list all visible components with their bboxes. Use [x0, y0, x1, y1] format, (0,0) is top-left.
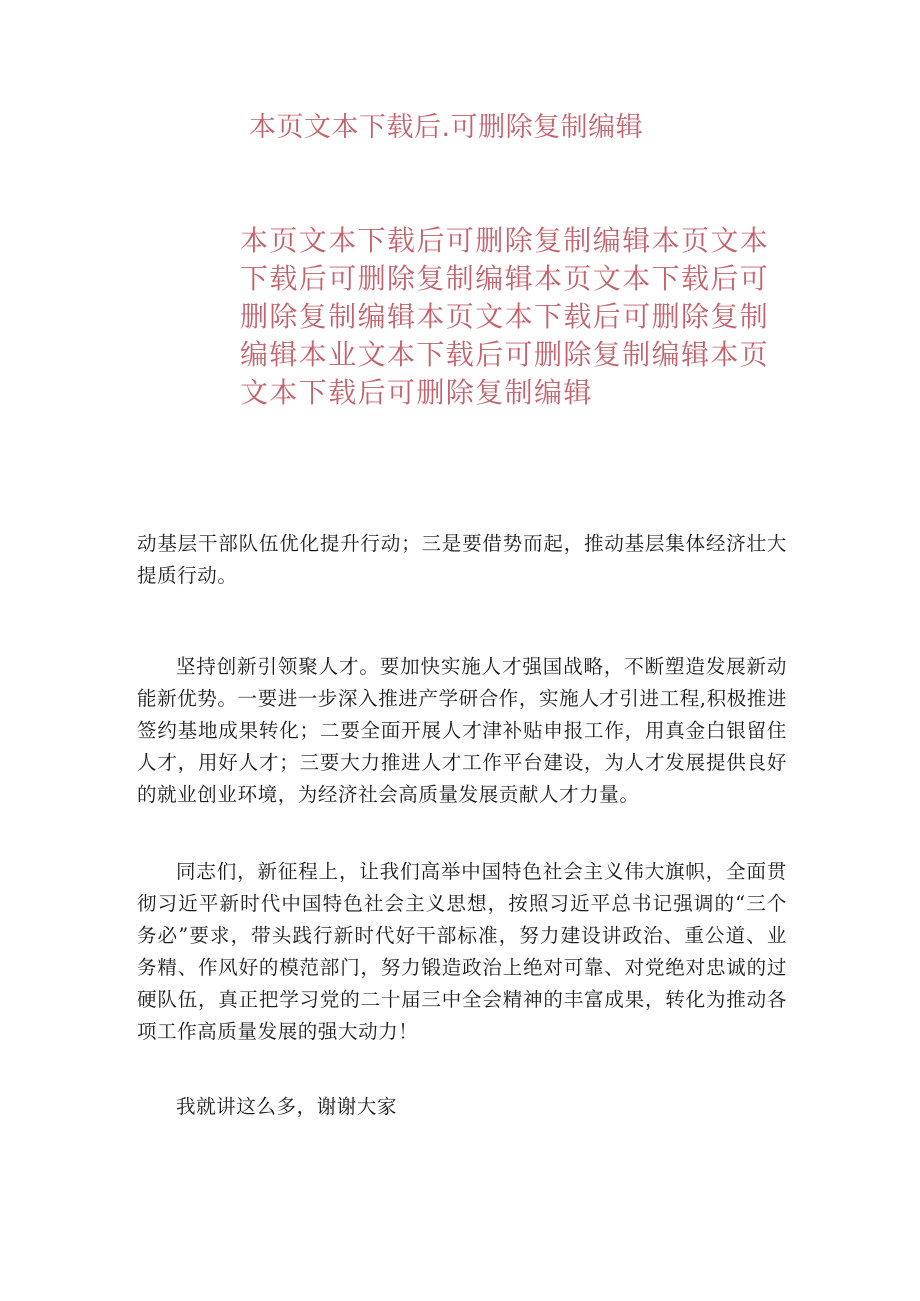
paragraph-thanks: 我就讲这么多，谢谢大家	[176, 1095, 398, 1118]
watermark-text-block: 本页文本下载后可删除复制编辑本页文本下载后可删除复制编辑本页文本下载后可删除复制编辑本页文本下载后可删除复制编辑本业文本下载后可删除复制编辑本页文本下载后可删除复制编辑	[240, 224, 770, 409]
paragraph-closing-call: 同志们，新征程上，让我们高举中国特色社会主义伟大旗帜，全面贯彻习近平新时代中国特色社会主义思想，按照习近平总书记强调的“三个务必”要求，带头践行新时代好干部标准，努力建设讲政治、重公道、业务精、作风好的模范部门，努力锻造政治上绝对可靠、对党绝对忠诚的过硬队伍，真正把学习党的二十届三中全会精神的丰富成果，转化为推动各项工作高质量发展的强大动力！	[137, 860, 787, 1043]
document-body	[137, 528, 787, 1123]
watermark-title: 本页文本下载后.可删除复制编辑	[249, 112, 644, 143]
paragraph-talent: 坚持创新引领聚人才。要加快实施人才强国战略，不断塑造发展新动能新优势。一要进一步深入推进产学研合作，实施人才引进工程,积极推进签约基地成果转化；二要全面开展人才津补贴申报工作，用真金白银留住人才，用好人才；三要大力推进人才工作平台建设，为人才发展提供良好的就业创业环境，为经济社会高质量发展贡献人才力量。	[137, 655, 787, 806]
paragraph-continuation: 动基层干部队伍优化提升行动；三是要借势而起，推动基层集体经济壮大提质行动。	[137, 532, 787, 587]
